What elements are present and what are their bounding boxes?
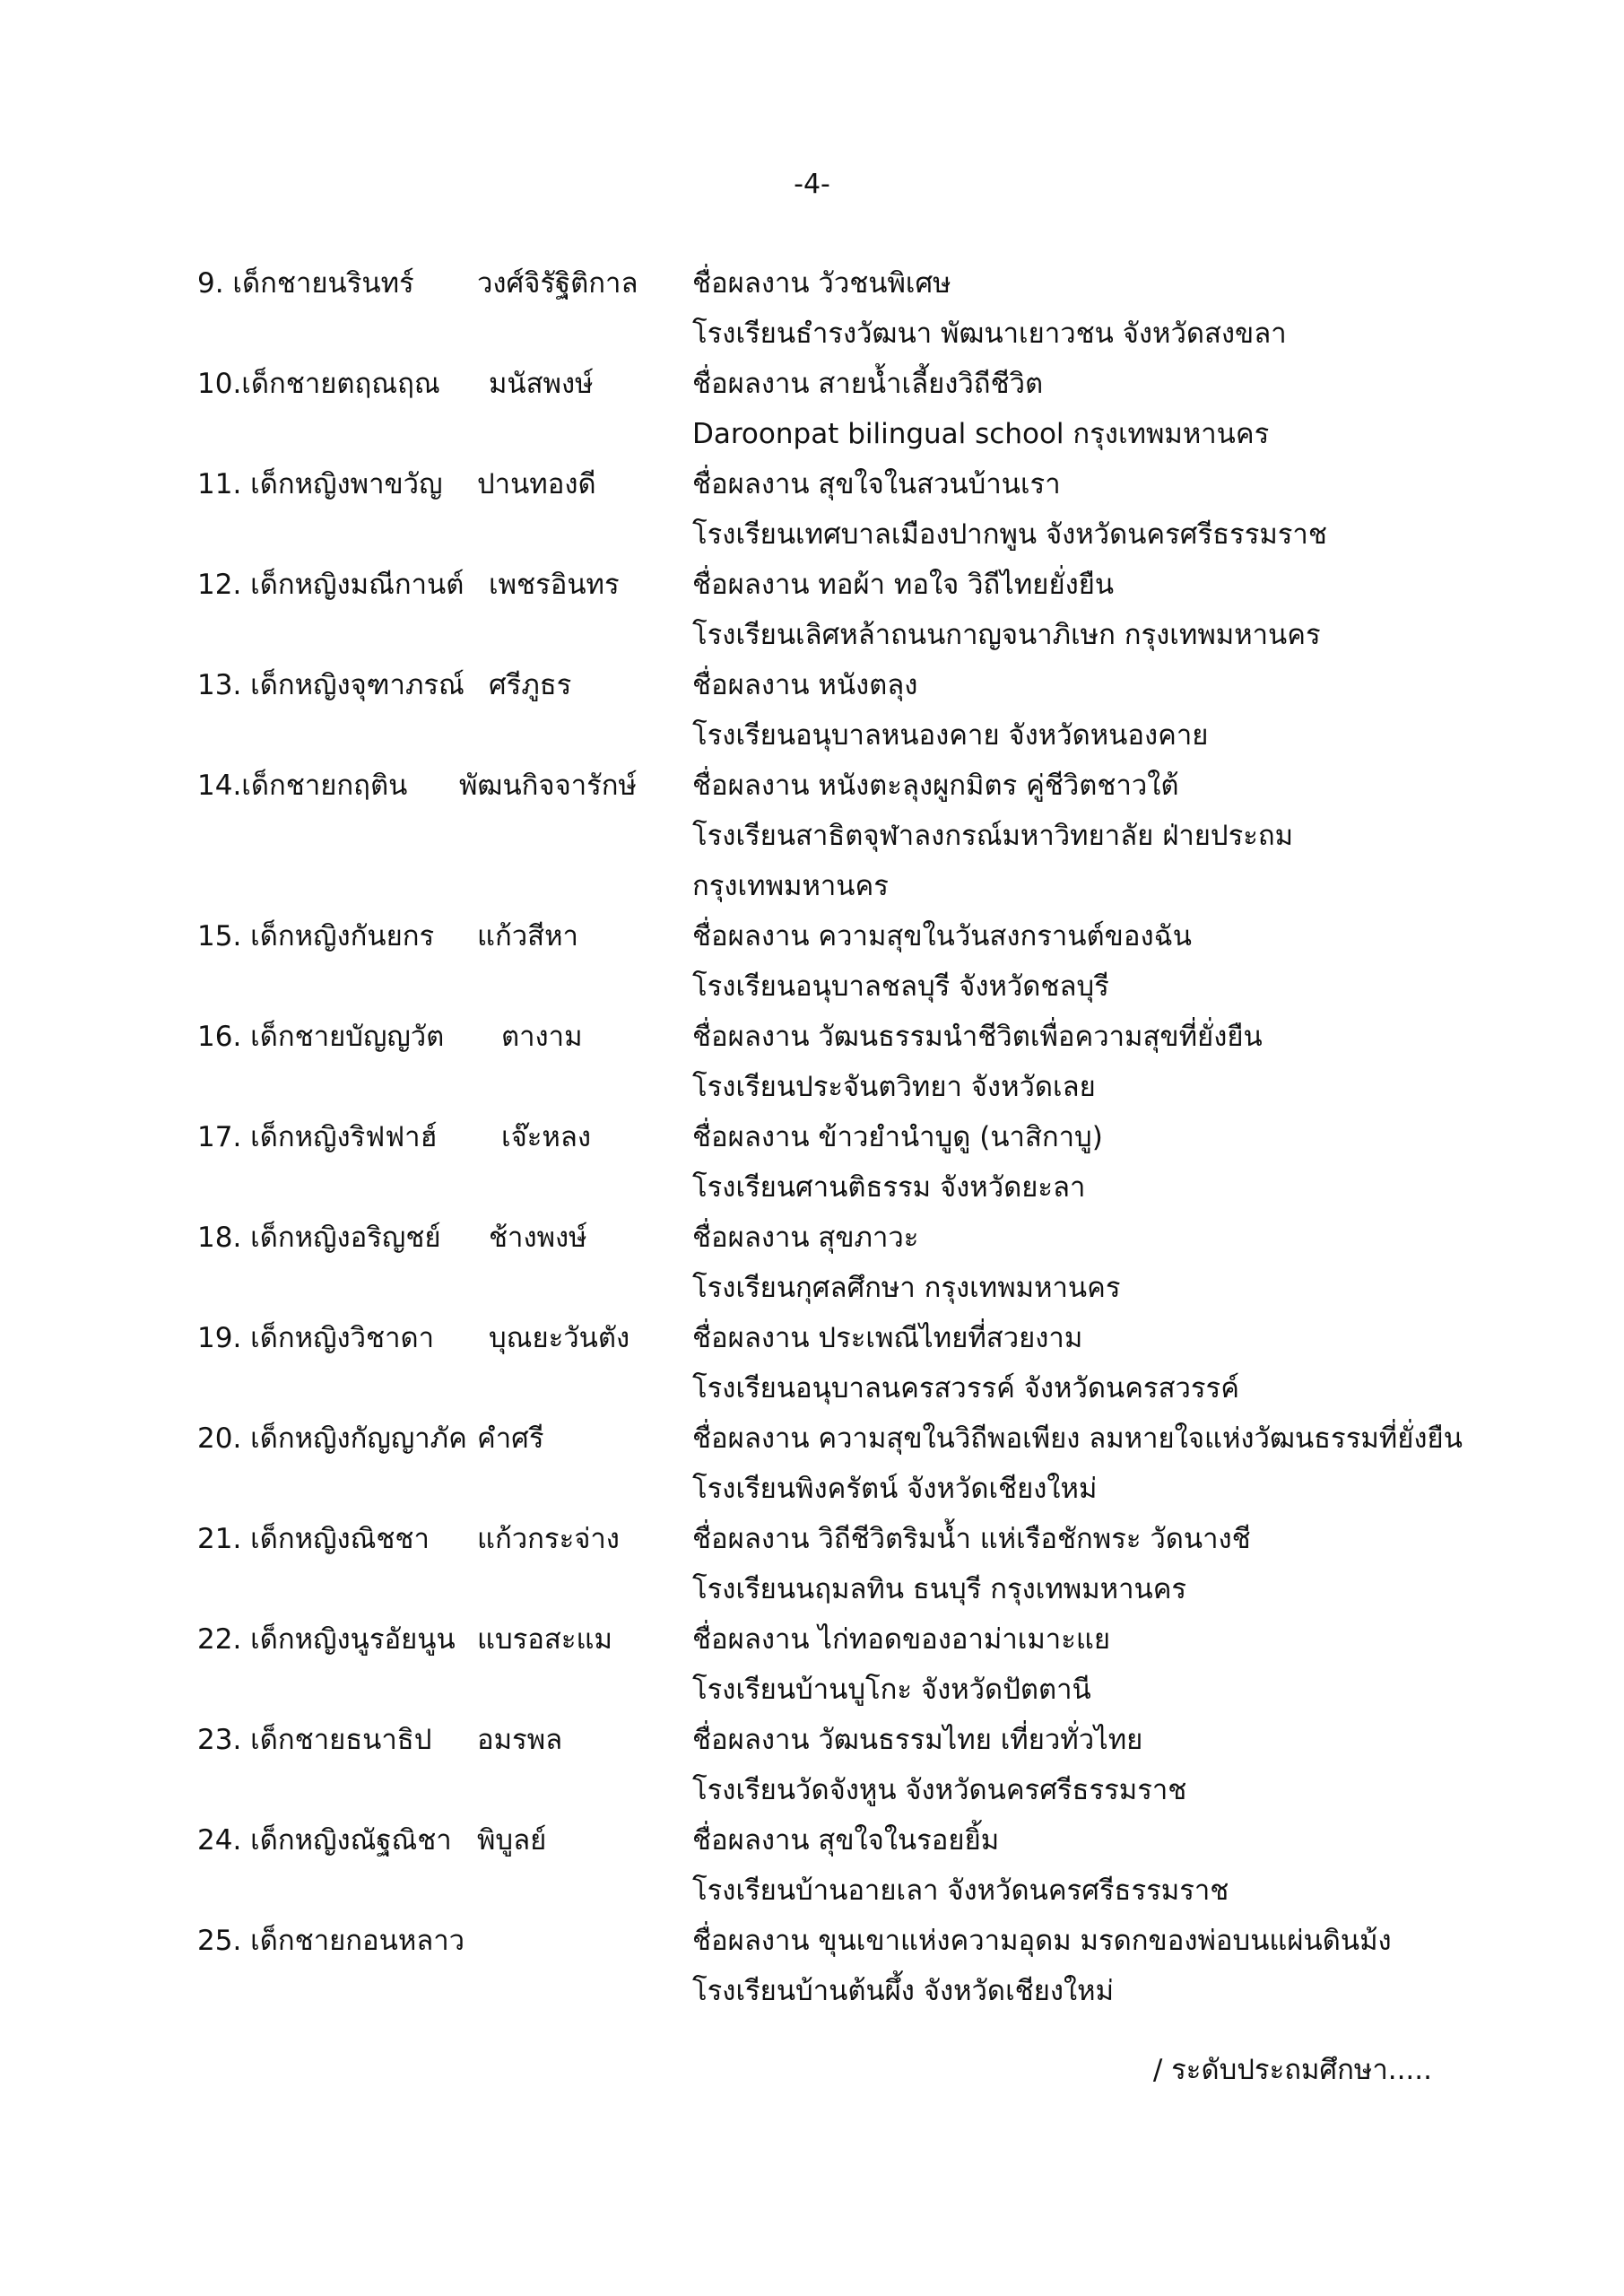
work-title: ชื่อผลงาน ความสุขในวันสงกรานต์ของฉัน [692,920,1192,952]
student-name: 21. เด็กหญิงณิชชา [197,1523,430,1555]
student-name: 23. เด็กชายธนาธิป [197,1724,432,1756]
student-surname: เพชรอินทร [489,569,620,601]
student-surname: วงศ์จิรัฐิติกาล [477,267,638,300]
student-name: 11. เด็กหญิงพาขวัญ [197,468,443,500]
entry-main-line [197,359,1489,409]
work-title: ชื่อผลงาน ไก่ทอดของอาม่าเมาะแย [692,1623,1110,1656]
work-title: ชื่อผลงาน ความสุขในวิถีพอเพียง ลมหายใจแห่งวัฒนธรรมที่ยั่งยืน [692,1422,1463,1455]
student-surname: แก้วกระจ่าง [477,1523,620,1555]
school-line [197,1062,1489,1112]
entry-main-line [197,459,1489,509]
school-name: โรงเรียนสาธิตจุฬาลงกรณ์มหาวิทยาลัย ฝ่ายประถม [692,820,1294,852]
award-entry [197,761,1489,911]
entry-main-line [197,1112,1489,1162]
school-name: โรงเรียนอนุบาลหนองคาย จังหวัดหนองคาย [692,719,1209,752]
school-line [197,1765,1489,1815]
school-name: โรงเรียนกุศลศึกษา กรุงเทพมหานคร [692,1272,1121,1304]
student-surname: ปานทองดี [477,468,596,500]
school-line [197,1464,1489,1514]
entry-main-line [197,911,1489,961]
work-title: ชื่อผลงาน วัวชนพิเศษ [692,267,951,300]
entry-main-line [197,660,1489,710]
student-name: 19. เด็กหญิงวิชาดา [197,1322,435,1354]
student-surname: ศรีภูธร [489,669,572,701]
student-name: 17. เด็กหญิงริฟฟาฮ์ [197,1121,438,1153]
school-line [197,811,1489,861]
student-name: 25. เด็กชายกอนหลาว [197,1925,465,1957]
page-number: -4- [794,169,830,200]
entry-main-line [197,1213,1489,1263]
award-entry [197,1514,1489,1614]
school-line [197,309,1489,359]
student-name: 10.เด็กชายตฤณฤณ [197,368,440,400]
entry-main-line [197,761,1489,811]
school-line [197,1263,1489,1313]
award-entry [197,1413,1489,1514]
school-name: โรงเรียนอนุบาลชลบุรี จังหวัดชลบุรี [692,970,1109,1003]
work-title: ชื่อผลงาน สุขภาวะ [692,1222,919,1254]
award-entry [197,660,1489,761]
work-title: ชื่อผลงาน สุขใจในสวนบ้านเรา [692,468,1061,500]
school-line [197,610,1489,660]
student-name: 13. เด็กหญิงจุฑาภรณ์ [197,669,465,701]
award-entry [197,1815,1489,1916]
student-name: 15. เด็กหญิงกันยกร [197,920,435,952]
student-surname: พิบูลย์ [477,1824,547,1857]
work-title: ชื่อผลงาน หนังตลุง [692,669,918,701]
work-title: ชื่อผลงาน ประเพณีไทยที่สวยงาม [692,1322,1083,1354]
school-line [197,1363,1489,1413]
school-name: กรุงเทพมหานคร [692,870,889,902]
entry-main-line [197,258,1489,309]
award-entry [197,258,1489,359]
work-title: ชื่อผลงาน ทอผ้า ทอใจ วิถีไทยยั่งยืน [692,569,1115,601]
student-surname: ช้างพงษ์ [489,1222,587,1254]
entry-main-line [197,1012,1489,1062]
entry-main-line [197,560,1489,610]
school-name: โรงเรียนศานติธรรม จังหวัดยะลา [692,1171,1086,1204]
student-surname: บุณยะวันตัง [489,1322,630,1354]
award-entry [197,911,1489,1012]
school-line [197,509,1489,560]
award-entry [197,1313,1489,1413]
student-surname: คำศรี [477,1422,544,1455]
award-entry [197,1213,1489,1313]
entry-main-line [197,1916,1489,1966]
entry-main-line [197,1514,1489,1564]
school-name: โรงเรียนบ้านอายเลา จังหวัดนครศรีธรรมราช [692,1874,1229,1907]
work-title: ชื่อผลงาน สุขใจในรอยยิ้ม [692,1824,1000,1857]
student-surname: พัฒนกิจจารักษ์ [459,770,637,802]
student-name: 22. เด็กหญิงนูรอัยนูน [197,1623,456,1656]
work-title: ชื่อผลงาน ขุนเขาแห่งความอุดม มรดกของพ่อบนแผ่นดินม้ง [692,1925,1392,1957]
school-line [197,1162,1489,1213]
student-surname: ตางาม [501,1021,583,1053]
entry-main-line [197,1815,1489,1866]
entry-main-line [197,1715,1489,1765]
school-name: โรงเรียนเทศบาลเมืองปากพูน จังหวัดนครศรีธรรมราช [692,518,1327,551]
entry-main-line [197,1413,1489,1464]
school-line [197,1966,1489,2016]
award-entry [197,560,1489,660]
work-title: ชื่อผลงาน วิถีชีวิตริมน้ำ แห่เรือชักพระ วัดนางชี [692,1523,1251,1555]
school-name: โรงเรียนเลิศหล้าถนนกาญจนาภิเษก กรุงเทพมหานคร [692,619,1321,651]
award-entry [197,459,1489,560]
student-surname: แก้วสีหา [477,920,578,952]
entry-main-line [197,1614,1489,1665]
school-name: โรงเรียนบ้านต้นผึ้ง จังหวัดเชียงใหม่ [692,1975,1115,2007]
work-title: ชื่อผลงาน วัฒนธรรมไทย เที่ยวทั่วไทย [692,1724,1143,1756]
school-line [197,961,1489,1012]
school-line [197,1564,1489,1614]
school-name: โรงเรียนธำรงวัฒนา พัฒนาเยาวชน จังหวัดสงขลา [692,317,1287,350]
work-title: ชื่อผลงาน สายน้ำเลี้ยงวิถีชีวิต [692,368,1044,400]
student-surname: มนัสพงษ์ [489,368,594,400]
school-line [197,409,1489,459]
award-entry [197,1012,1489,1112]
school-name: โรงเรียนนฤมลทิน ธนบุรี กรุงเทพมหานคร [692,1573,1187,1605]
award-entry [197,1614,1489,1715]
entry-main-line [197,1313,1489,1363]
school-name: โรงเรียนพิงครัตน์ จังหวัดเชียงใหม่ [692,1473,1098,1505]
work-title: ชื่อผลงาน ข้าวยำนำบูดู (นาสิกาบู) [692,1121,1103,1153]
continuation-note: / ระดับประถมศึกษา..... [1152,2054,1432,2086]
school-line [197,1665,1489,1715]
student-surname: เจ๊ะหลง [501,1121,591,1153]
school-name: โรงเรียนวัดจังหูน จังหวัดนครศรีธรรมราช [692,1774,1187,1806]
student-surname: อมรพล [477,1724,563,1756]
student-name: 20. เด็กหญิงกัญญาภัค [197,1422,467,1455]
award-entry [197,359,1489,459]
student-name: 14.เด็กชายกฤติน [197,770,408,802]
school-line [197,861,1489,911]
school-name: โรงเรียนบ้านบูโกะ จังหวัดปัตตานี [692,1674,1091,1706]
student-name: 24. เด็กหญิงณัฐณิชา [197,1824,452,1857]
school-line [197,1866,1489,1916]
school-name: โรงเรียนประจันตวิทยา จังหวัดเลย [692,1071,1096,1103]
student-name: 9. เด็กชายนรินทร์ [197,267,414,300]
work-title: ชื่อผลงาน หนังตะลุงผูกมิตร คู่ชีวิตชาวใต้ [692,770,1179,802]
work-title: ชื่อผลงาน วัฒนธรรมนำชีวิตเพื่อความสุขที่ยั่งยืน [692,1021,1263,1053]
award-entry [197,1916,1489,2016]
school-name: Daroonpat bilingual school กรุงเทพมหานคร [692,418,1270,450]
award-entry [197,1112,1489,1213]
award-entry [197,1715,1489,1815]
school-name: โรงเรียนอนุบาลนครสวรรค์ จังหวัดนครสวรรค์ [692,1372,1239,1405]
student-name: 18. เด็กหญิงอริญชย์ [197,1222,441,1254]
student-name: 16. เด็กชายบัญญวัต [197,1021,445,1053]
student-name: 12. เด็กหญิงมณีกานต์ [197,569,465,601]
student-surname: แบรอสะแม [477,1623,612,1656]
school-line [197,710,1489,761]
award-list [197,258,1489,2016]
